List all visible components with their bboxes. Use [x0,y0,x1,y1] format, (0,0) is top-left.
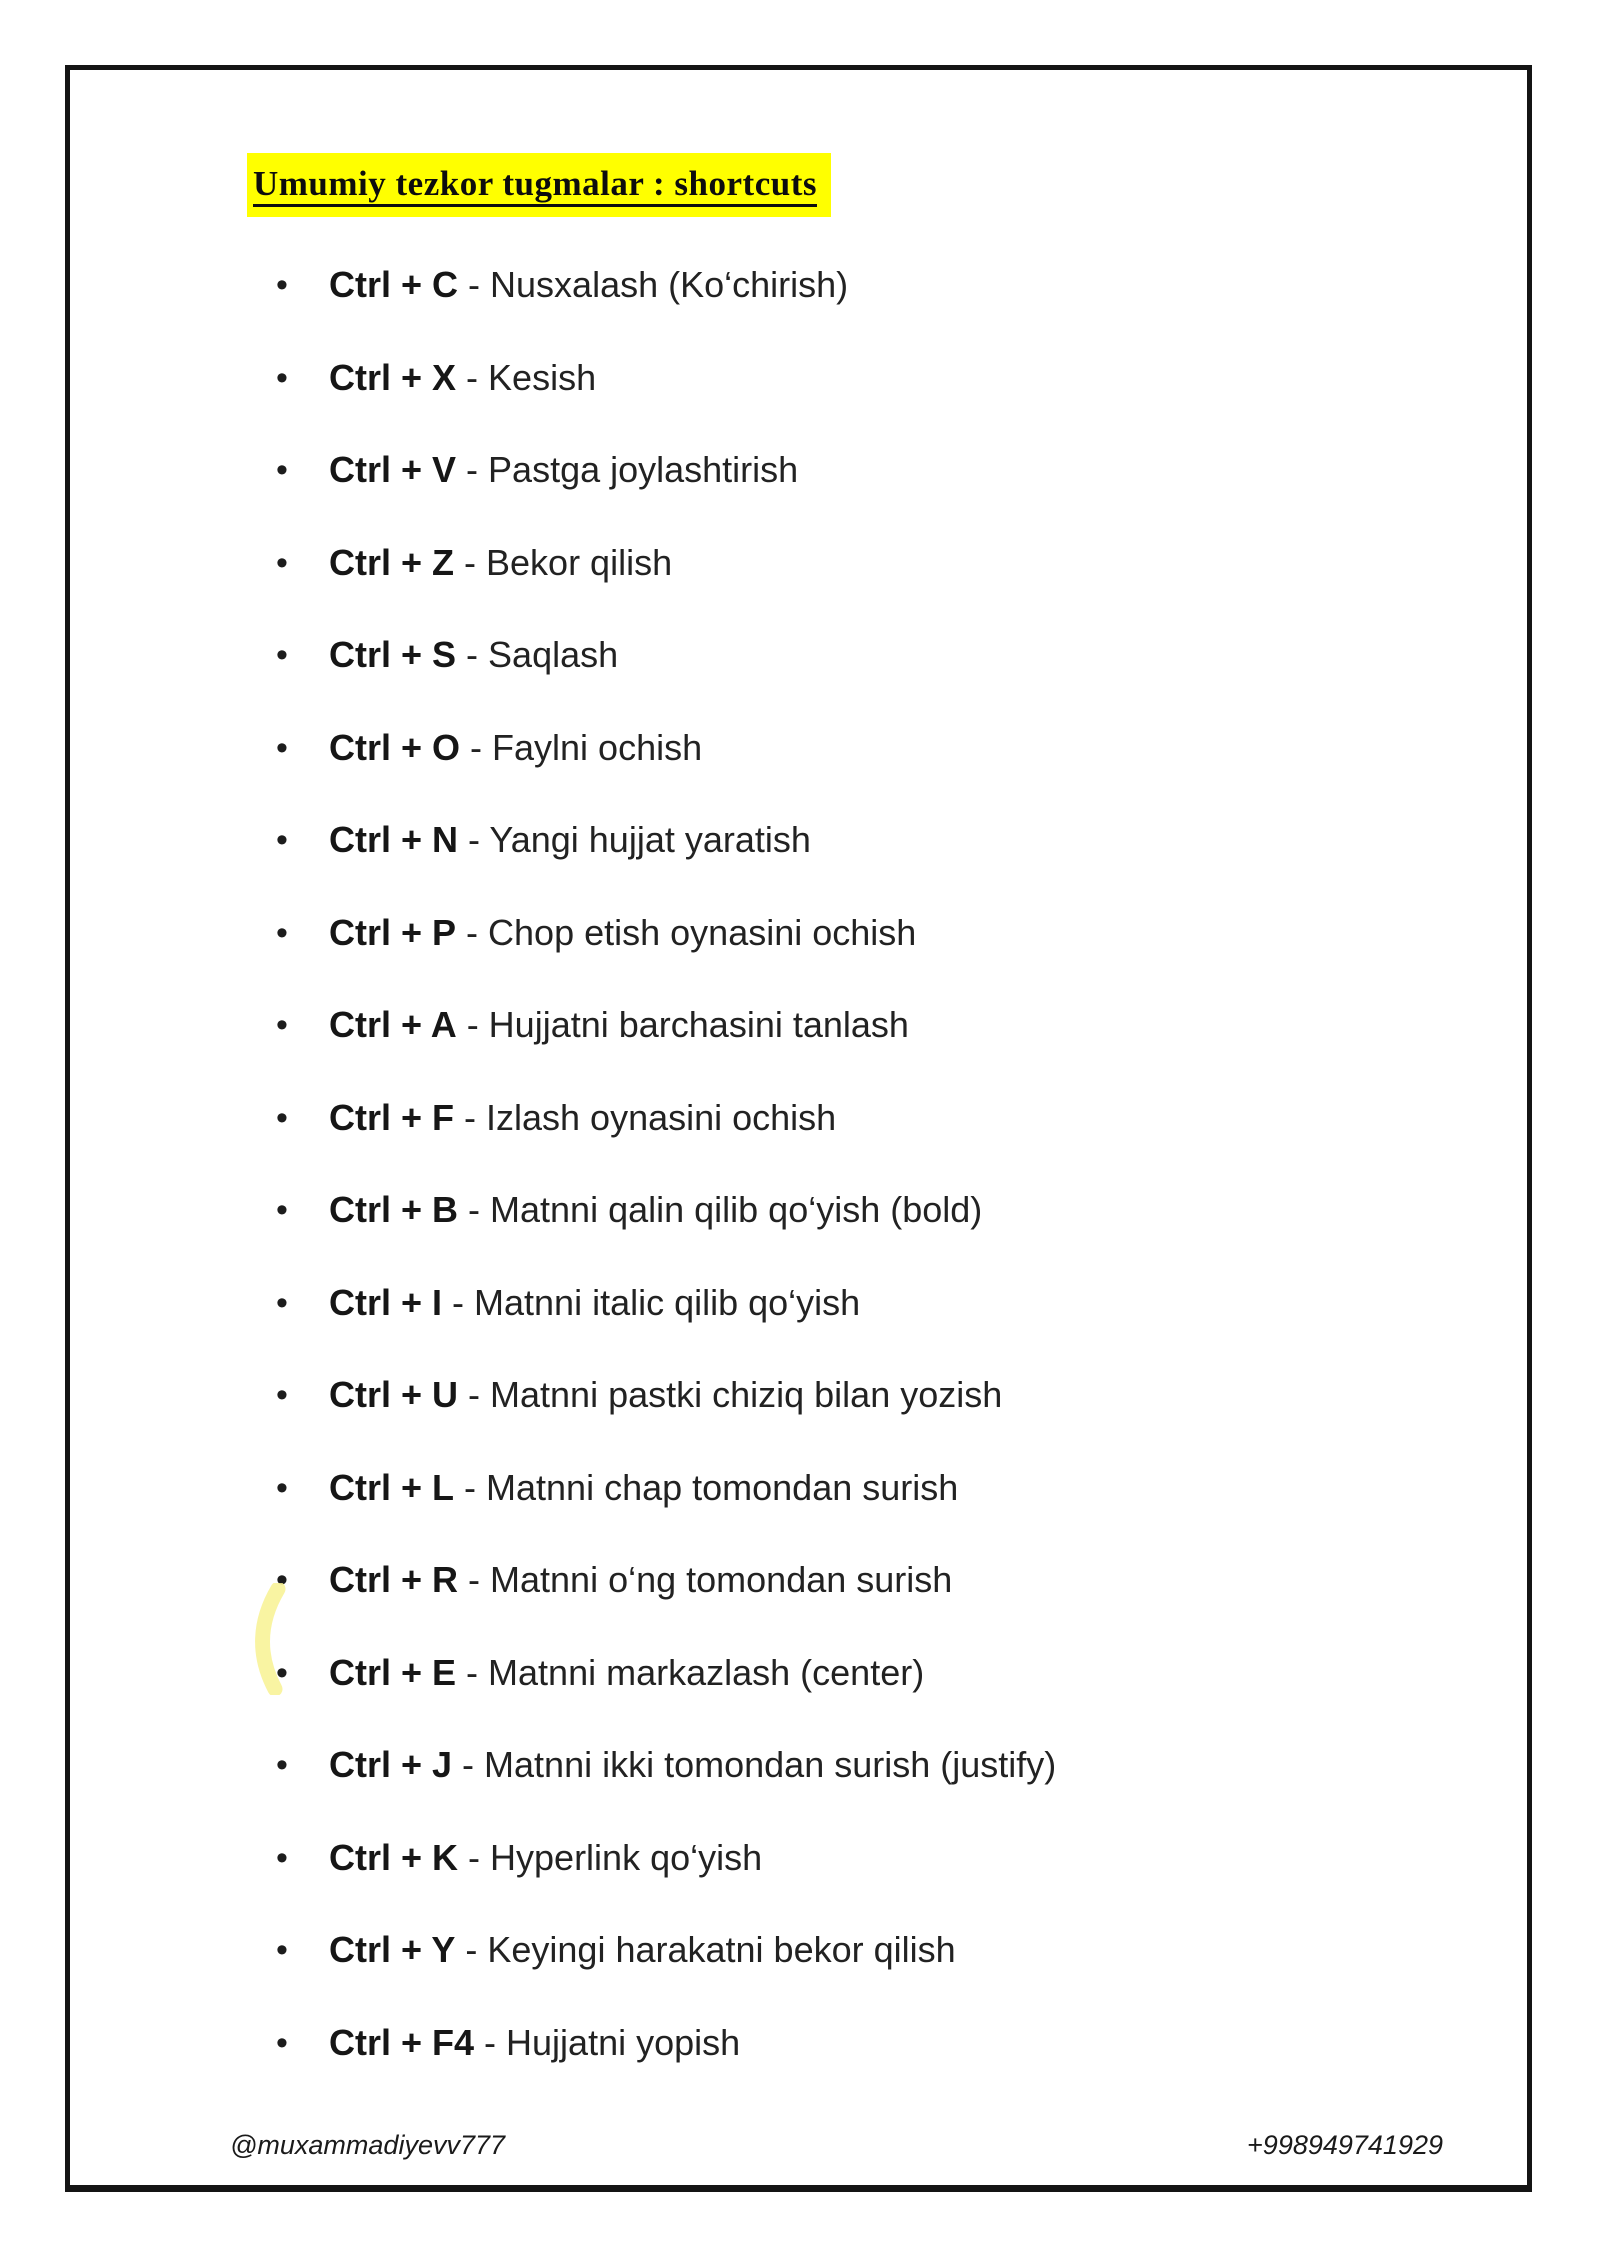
shortcut-keys: Ctrl + L [329,1466,455,1508]
shortcut-list [276,262,1056,2112]
bullet-icon: • [276,358,288,397]
footer-phone: +998949741929 [1247,2130,1443,2160]
shortcut-keys: Ctrl + X [329,356,457,398]
page-footer [230,2128,1443,2162]
bullet-icon: • [276,1746,288,1784]
shortcut-description: - Matnni o‘ng tomondan surish [458,1559,953,1600]
shortcut-description: - Saqlash [456,634,619,675]
shortcut-description: - Faylni ochish [460,726,703,768]
bullet-icon: • [276,821,288,859]
shortcut-keys: Ctrl + S [329,634,457,675]
shortcut-text [329,1280,860,1326]
shortcut-keys: Ctrl + A [329,1004,457,1045]
shortcut-text [329,447,798,493]
list-item [276,1465,1056,1558]
shortcut-keys: Ctrl + Y [329,1929,456,1970]
shortcut-text [329,1557,952,1603]
shortcut-description: - Matnni italic qilib qo‘yish [442,1281,861,1323]
shortcut-keys: Ctrl + B [329,1189,459,1230]
shortcut-keys: Ctrl + F [329,1096,455,1138]
list-item [276,262,1056,355]
bullet-icon: • [276,1283,288,1322]
footer-handle: @muxammadiyevv777 [230,2130,506,2160]
shortcut-description: - Matnni markazlash (center) [456,1651,925,1693]
bullet-icon: • [276,2023,288,2062]
shortcut-description: - Hyperlink qo‘yish [458,1836,763,1878]
shortcut-text [329,1650,924,1696]
list-item [276,447,1056,540]
list-item [276,1372,1056,1465]
shortcut-description: - Matnni chap tomondan surish [454,1466,959,1508]
shortcut-text [329,1187,982,1233]
shortcut-text [329,1835,762,1881]
bullet-icon: • [276,1098,288,1137]
shortcut-text [329,725,702,771]
list-item [276,817,1056,910]
page-title [247,153,831,217]
shortcut-keys: Ctrl + N [329,819,459,860]
shortcut-description: - Pastga joylashtirish [456,449,799,490]
shortcut-keys: Ctrl + V [329,449,457,490]
shortcut-description: - Hujjatni yopish [474,2021,741,2063]
shortcut-keys: Ctrl + Z [329,541,455,583]
list-item [276,910,1056,1003]
bullet-icon: • [276,1931,288,1969]
shortcut-keys: Ctrl + C [329,264,459,305]
bullet-icon: • [276,1838,288,1877]
list-item [276,1095,1056,1188]
bullet-icon: • [276,1191,288,1229]
shortcut-keys: Ctrl + K [329,1836,459,1878]
bullet-icon: • [276,1376,288,1414]
list-item [276,1280,1056,1373]
shortcut-text [329,632,618,678]
shortcut-text [329,540,672,586]
shortcut-text [329,355,596,401]
list-item [276,1742,1056,1835]
shortcut-keys: Ctrl + O [329,726,461,768]
page-title-text: Umumiy tezkor tugmalar : shortcuts [253,164,817,203]
list-item [276,2020,1056,2113]
shortcut-keys: Ctrl + P [329,911,457,953]
shortcut-description: - Matnni ikki tomondan surish (justify) [452,1744,1057,1785]
shortcut-keys: Ctrl + U [329,1374,459,1415]
shortcut-keys: Ctrl + J [329,1744,453,1785]
list-item [276,1650,1056,1743]
list-item [276,1557,1056,1650]
shortcut-description: - Bekor qilish [454,541,673,583]
list-item [276,1835,1056,1928]
shortcut-description: - Kesish [456,356,597,398]
shortcut-text [329,2020,740,2066]
shortcut-description: - Hujjatni barchasini tanlash [456,1004,909,1045]
list-item [276,725,1056,818]
list-item [276,1927,1056,2020]
shortcut-keys: Ctrl + R [329,1559,459,1600]
shortcut-text [329,1372,1002,1418]
shortcut-text [329,262,848,308]
bullet-icon: • [276,728,288,767]
shortcut-text [329,1927,956,1973]
list-item [276,540,1056,633]
shortcut-description: - Matnni qalin qilib qo‘yish (bold) [458,1189,983,1230]
shortcut-text [329,910,916,956]
list-item [276,1002,1056,1095]
shortcut-description: - Yangi hujjat yaratish [458,819,811,860]
shortcut-text [329,1465,958,1511]
shortcut-text [329,817,811,863]
shortcut-description: - Chop etish oynasini ochish [456,911,917,953]
bullet-icon: • [276,266,288,304]
bullet-icon: • [276,451,288,489]
shortcut-keys: Ctrl + F4 [329,2021,475,2063]
shortcut-description: - Nusxalash (Ko‘chirish) [458,264,849,305]
shortcut-text [329,1742,1056,1788]
list-item [276,355,1056,448]
list-item [276,1187,1056,1280]
bullet-icon: • [276,913,288,952]
bullet-icon: • [276,1653,288,1692]
bullet-icon: • [276,1561,288,1599]
bullet-icon: • [276,1006,288,1044]
bullet-icon: • [276,636,288,674]
shortcut-description: - Izlash oynasini ochish [454,1096,837,1138]
bullet-icon: • [276,543,288,582]
shortcut-description: - Keyingi harakatni bekor qilish [455,1929,956,1970]
shortcut-keys: Ctrl + I [329,1281,443,1323]
bullet-icon: • [276,1468,288,1507]
shortcut-text [329,1002,909,1048]
shortcut-text [329,1095,836,1141]
shortcut-description: - Matnni pastki chiziq bilan yozish [458,1374,1003,1415]
list-item [276,632,1056,725]
shortcut-keys: Ctrl + E [329,1651,457,1693]
